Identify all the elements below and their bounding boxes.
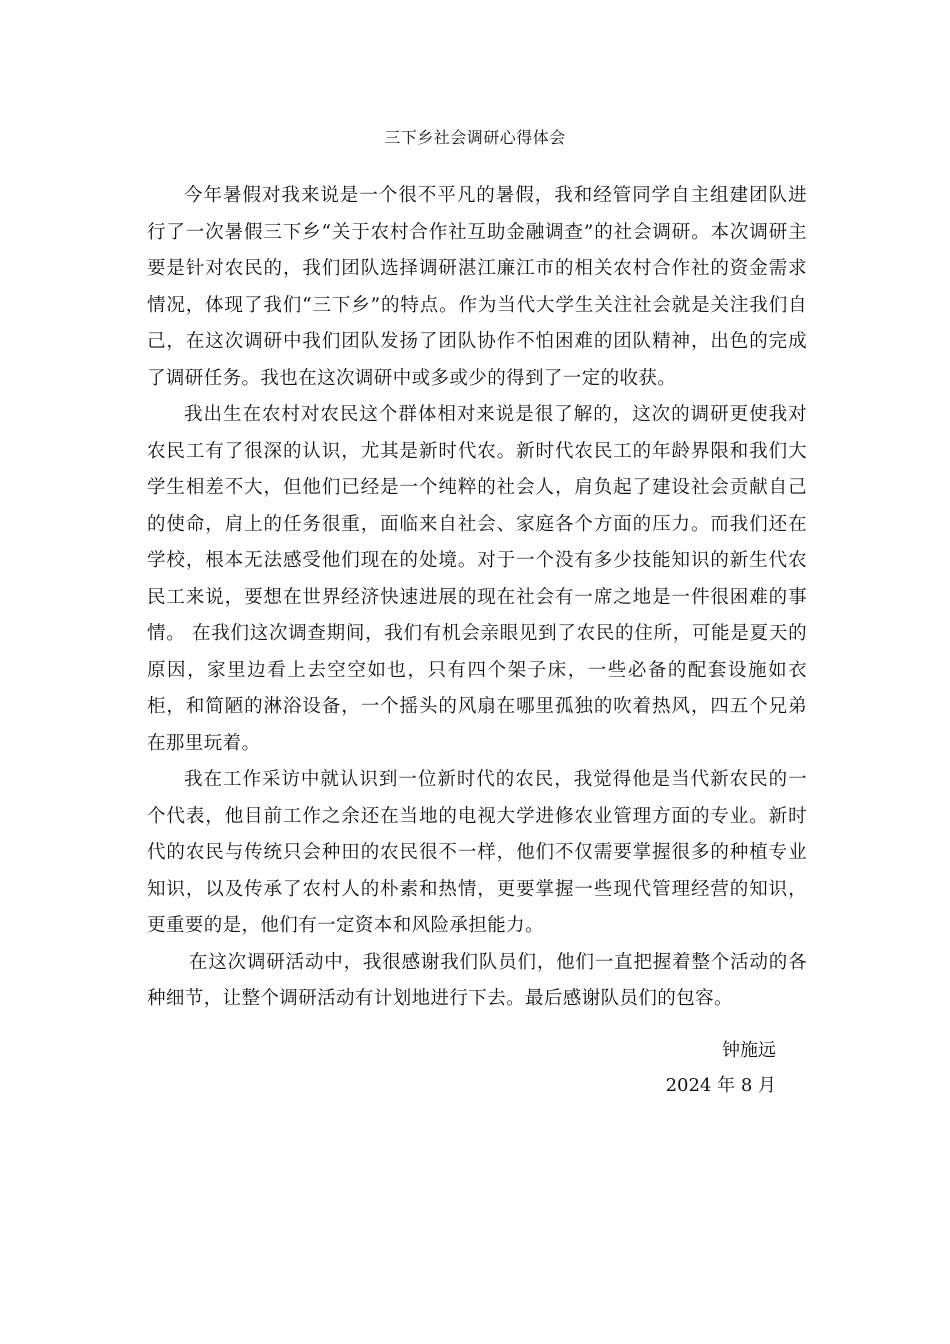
paragraph-3: 我在工作采访中就认识到一位新时代的农民，我觉得他是当代新农民的一个代表，他目前工作之余还在当地的电视大学进修农业管理方面的专业。新时代的农民与传统只会种田的农民很不一样，他们不仅需要掌握很多的种植专业知识，以及传承了农村人的朴素和热情，更要掌握一些现代管理经营的知识，更重要的是，他们有一定资本和风险承担能力。: [147, 769, 807, 936]
document-title: 三下乡社会调研心得体会: [384, 128, 566, 147]
paragraph-2: 我出生在农村对农民这个群体相对来说是很了解的，这次的调研更使我对农民工有了很深的认识，尤其是新时代农。新时代农民工的年龄界限和我们大学生相差不大，但他们已经是一个纯粹的社会人，肩负起了建设社会贡献自己的使命，肩上的任务很重，面临来自社会、家庭各个方面的压力。而我们还在学校，根本无法感受他们现在的处境。对于一个没有多少技能知识的新生代农民工来说，要想在世界经济快速进展的现在社会有一席之地是一件很困难的事情。 在我们这次调查期间，我们有机会亲眼见到了农民的住所，可能是夏天的原因，家里边看上去空空如也，只有四个架子床，一些必备的配套设施如衣柜，和简陋的淋浴设备，一个摇头的风扇在哪里孤独的吹着热风，四五个兄弟在那里玩着。: [147, 404, 807, 754]
paragraph-1: 今年暑假对我来说是一个很不平凡的暑假，我和经管同学自主组建团队进行了一次暑假三下乡“关于农村合作社互助金融调查”的社会调研。本次调研主要是针对农民的，我们团队选择调研湛江廉江市的相关农村合作社的资金需求情况，体现了我们“三下乡”的特点。作为当代大学生关注社会就是关注我们自己，在这次调研中我们团队发扬了团队协作不怕困难的团队精神，出色的完成了调研任务。我也在这次调研中或多或少的得到了一定的收获。: [147, 185, 807, 389]
author-signature: 钟施远: [722, 1040, 776, 1061]
document-body: [147, 178, 807, 1018]
paragraph-4: 在这次调研活动中，我很感谢我们队员们，他们一直把握着整个活动的各种细节，让整个调研活动有计划地进行下去。最后感谢队员们的包容。: [147, 951, 807, 1009]
document-date: 2024 年 8 月: [665, 1075, 776, 1096]
